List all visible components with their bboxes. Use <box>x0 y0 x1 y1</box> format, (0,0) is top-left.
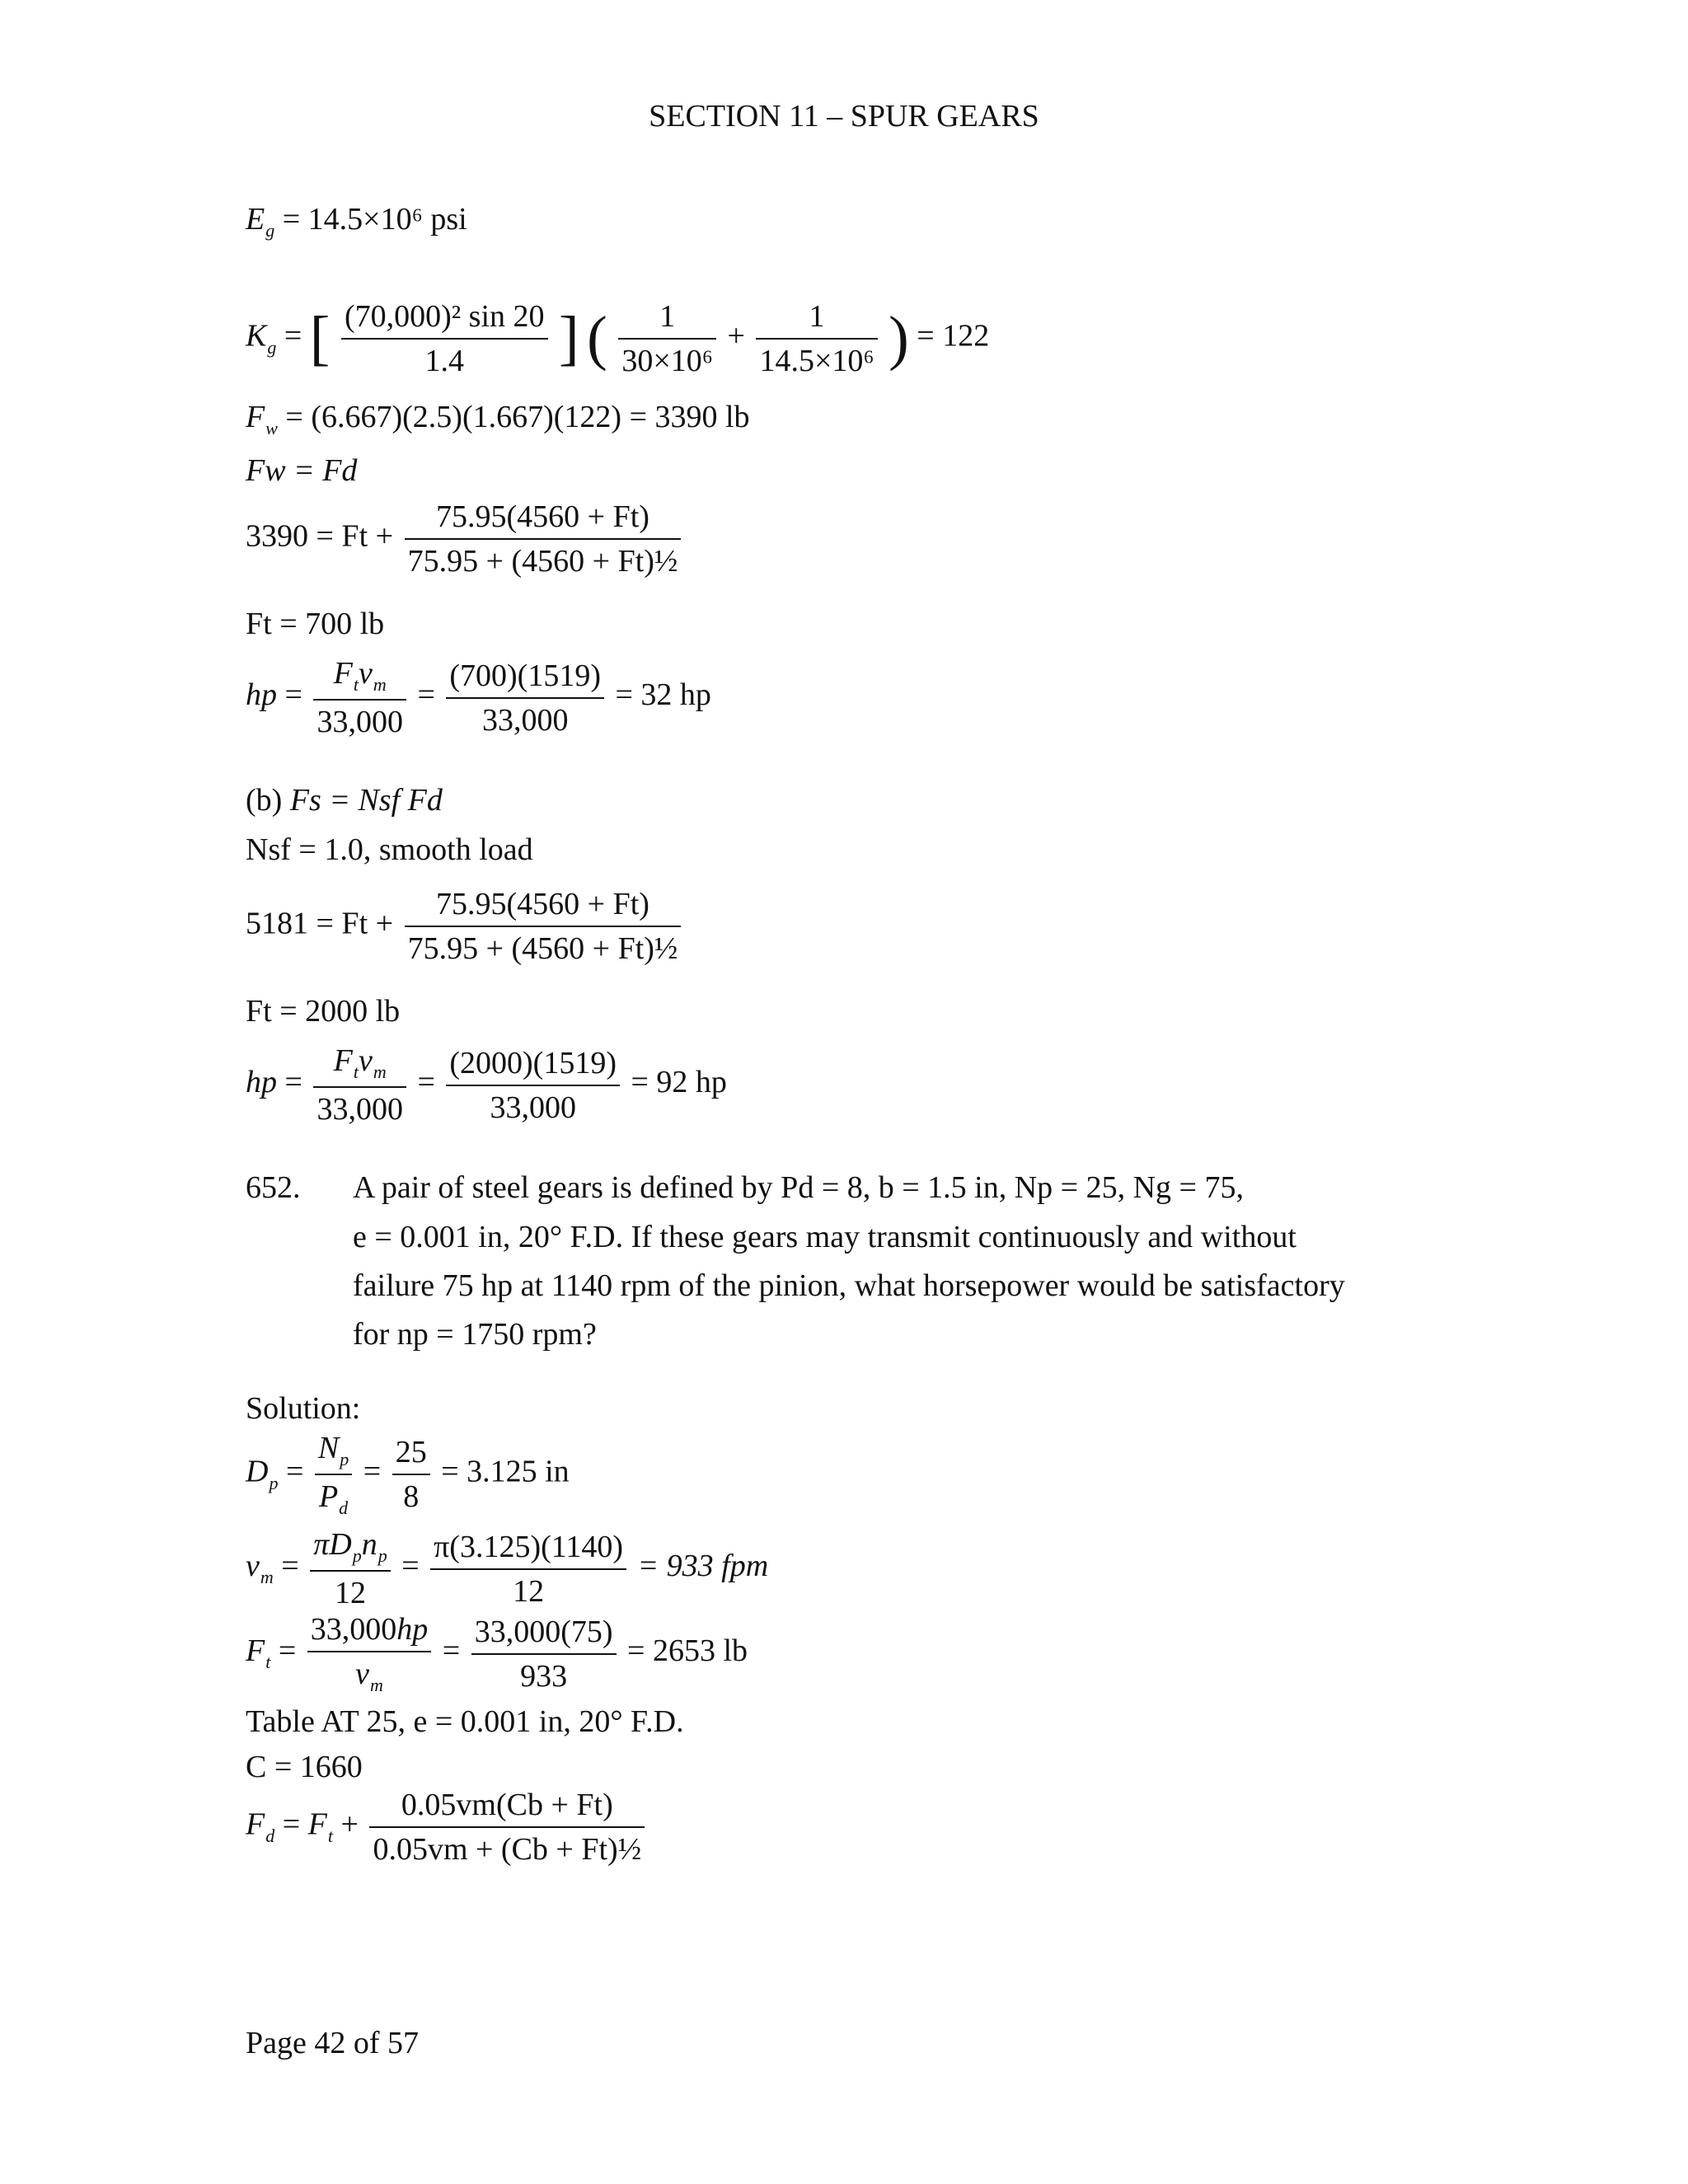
eq-vm: $v_m$ = $\frac{\pi D_pn_p}{12}$ = $\frac{\pi(3.125)(1140)}{12}$ = 933 fpm <box>246 1527 769 1610</box>
ft-den: 933 <box>520 1658 568 1694</box>
dyn2-num: 75.95(4560 + Ft) <box>405 886 682 927</box>
eq-ft-700: Ft = 700 lb <box>246 607 385 641</box>
kg-den: 1.4 <box>424 344 464 378</box>
kg-f2-num: 1 <box>756 298 877 340</box>
eq-fw: $F_w = (6.667)(2.5)(1.667)(122) = 3390$ lb <box>246 400 750 438</box>
dyn2-den: 75.95 + (4560 + Ft)½ <box>407 931 678 966</box>
dyn1-den: 75.95 + (4560 + Ft)½ <box>407 544 678 579</box>
part-b-label: (b) <box>246 783 283 818</box>
kg-num: (70,000)² sin 20 <box>341 298 548 340</box>
solution-label: Solution: <box>246 1391 361 1426</box>
eq-dynamic-1 <box>246 499 684 579</box>
vm-den: 12 <box>513 1573 545 1609</box>
table-ref: Table AT 25, e = 0.001 in, 20° F.D. <box>246 1704 684 1739</box>
eq-dp: $D_p$ = $\frac{N_p}{P_d}$ = $\frac{25}{8}$ = 3.125 in <box>246 1431 570 1518</box>
kg-result: = 122 <box>917 318 990 354</box>
eq-eg-text: = 14.5×10⁶ psi <box>282 202 467 237</box>
ft-result: = 2653 lb <box>627 1633 748 1669</box>
problem-line-2: e = 0.001 in, 20° F.D. If these gears may transmit continuously and without <box>353 1220 1296 1254</box>
eq-ft-2000: Ft = 2000 lb <box>246 994 401 1029</box>
hp2-den-a: 33,000 <box>316 1092 403 1127</box>
dyn1-lhs: 3390 = Ft + <box>246 518 394 554</box>
vm-num: π(3.125)(1140) <box>430 1529 626 1570</box>
problem-line-4: for np = 1750 rpm? <box>353 1317 597 1352</box>
eq-nsf: Nsf = 1.0, smooth load <box>246 832 533 867</box>
eq-fw-fd: Fw = Fd <box>246 453 358 488</box>
hp1-num: (700)(1519) <box>446 658 604 699</box>
problem-number: 652. <box>246 1170 301 1205</box>
eq-hp-32: hp = $\frac{F_tv_m}{33,000}$ = $\frac{(700)(1519)}{33,000}$ = 32 hp <box>246 656 711 739</box>
problem-line-3: failure 75 hp at 1140 rpm of the pinion, what horsepower would be satisfactory <box>353 1268 1345 1303</box>
hp2-result: = 92 hp <box>631 1065 727 1100</box>
eq-eg: $E_g = 14.5\times 10^6$ psi <box>246 202 467 241</box>
kg-f1-den: 30×10⁶ <box>621 344 713 378</box>
hp1-den-a: 33,000 <box>316 705 403 739</box>
page-header: SECTION 11 – SPUR GEARS <box>649 99 1039 134</box>
problem-line-1: A pair of steel gears is defined by Pd = 8, b = 1.5 in, Np = 25, Ng = 75, <box>353 1170 1244 1205</box>
dp-result: = 3.125 in <box>441 1454 570 1489</box>
eq-kg: $K_g$ = [ $\frac{\text{(70,000)² sin 20}}{1.4}$ ] ( $\frac{1}{\text{30×10⁶}}$ + $\frac{1}{\text{14.5×10⁶}}$ ) = 122 <box>246 299 990 378</box>
dyn1-num: 75.95(4560 + Ft) <box>405 499 682 540</box>
hp2-den: 33,000 <box>490 1090 576 1125</box>
part-b <box>246 785 443 816</box>
eq-c: C = 1660 <box>246 1750 363 1784</box>
hp1-den: 33,000 <box>481 702 569 738</box>
hp1-result: = 32 hp <box>615 677 711 713</box>
eq-hp-92: hp = $\frac{F_tv_m}{33,000}$ = $\frac{(2000)(1519)}{33,000}$ = 92 hp <box>246 1043 727 1127</box>
ft-num: 33,000(75) <box>471 1614 617 1655</box>
kg-f1-num: 1 <box>618 298 716 340</box>
kg-f2-den: 14.5×10⁶ <box>759 344 874 378</box>
eq-ft: $F_t$ = $\frac{33,000hp}{v_m}$ = $\frac{33,000(75)}{933}$ = 2653 lb <box>246 1612 748 1695</box>
eq-dynamic-2 <box>246 886 684 967</box>
eq-fw-text: = (6.667)(2.5)(1.667)(122) = 3390 lb <box>285 400 750 434</box>
dyn2-lhs: 5181 = Ft + <box>246 906 394 941</box>
hp2-num: (2000)(1519) <box>446 1045 620 1086</box>
page-footer: Page 42 of 57 <box>246 2026 420 2060</box>
eq-fd: $F_d = F_t$ + $\frac{0.05vm(Cb + Ft)}{\text{0.05vm + (Cb + Ft)½}}$ <box>246 1787 648 1868</box>
part-b-eq: Fs = Nsf Fd <box>289 783 443 818</box>
fd-num: 0.05vm(Cb + Ft) <box>369 1787 645 1828</box>
vm-result: = 933 fpm <box>637 1549 769 1584</box>
fd-den: 0.05vm + (Cb + Ft)½ <box>373 1832 642 1867</box>
